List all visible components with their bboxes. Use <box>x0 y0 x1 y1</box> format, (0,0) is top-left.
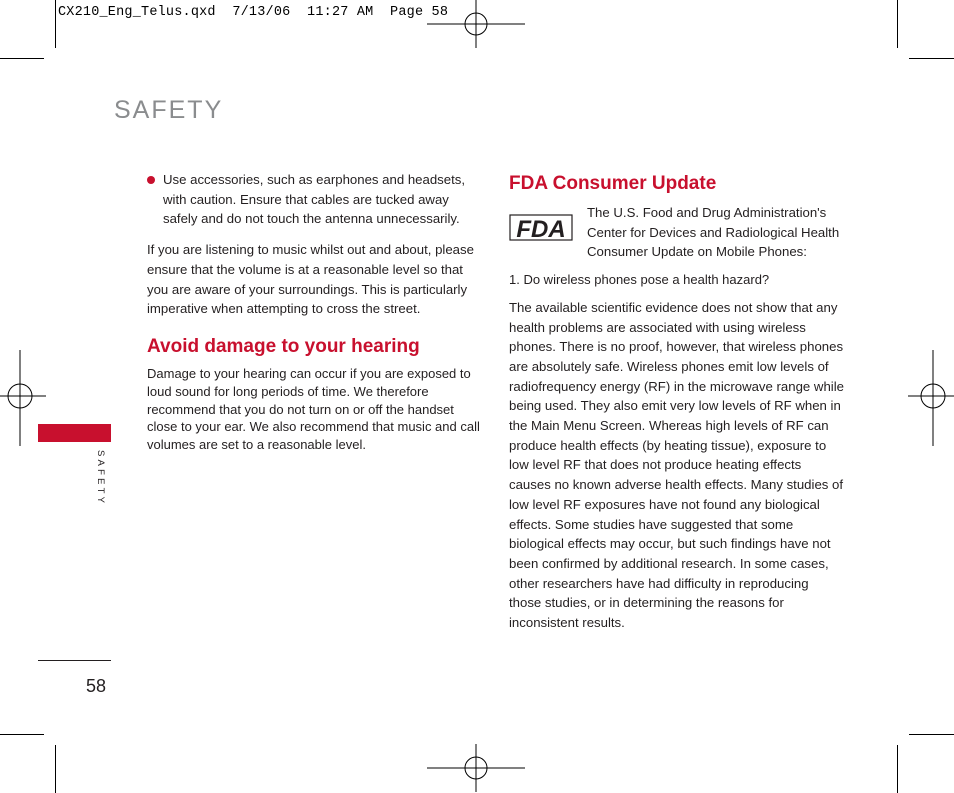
side-tab-marker <box>38 424 111 442</box>
answer-1: The available scientific evidence does not show that any health problems are associated with using wireless phones. There is no proof, however, that wireless phones are absolutely safe. Wireless phones emit low levels of radiofrequency energy (RF) in the microwave range while being used. They also emit very low levels of RF when in the Main Menu Screen. Whereas high levels of RF can produce health effects (by heating tissue), exposure to low level RF that does not produce heating effects causes no known adverse health effects. Many studies of low level RF exposures have not found any biological effects. Some studies have suggested that some biological effects may occur, but such findings have not been confirmed by additional research. In some cases, other researchers have had difficulty in reproducing those studies, or in determining the reasons for inconsistent results. <box>509 299 844 631</box>
crop-mark <box>0 734 44 735</box>
crop-mark <box>909 58 954 59</box>
fda-logo-text: FDA <box>516 216 566 243</box>
crop-mark <box>55 745 56 793</box>
bullet-dot-icon <box>147 176 155 184</box>
fda-intro: The U.S. Food and Drug Administration's Center for Devices and Radiological Health Consumer Update on Mobile Phones: <box>587 205 840 260</box>
slug-line: CX210_Eng_Telus.qxd 7/13/06 11:27 AM Page 58 <box>58 5 449 20</box>
crop-mark <box>897 745 898 793</box>
footer-rule <box>38 660 111 661</box>
page-title: SAFETY <box>114 96 224 124</box>
fda-intro-row <box>509 203 844 262</box>
registration-mark-icon <box>427 0 525 48</box>
question-1: 1. Do wireless phones pose a health hazard? <box>509 272 770 288</box>
side-tab-label: SAFETY <box>95 450 106 507</box>
fda-logo <box>509 203 587 262</box>
crop-mark <box>897 0 898 48</box>
left-column <box>147 170 482 454</box>
bullet-item <box>147 170 482 229</box>
fda-heading: FDA Consumer Update <box>509 173 717 194</box>
music-paragraph: If you are listening to music whilst out and about, please ensure that the volume is at a reasonable level so that you are aware of your surroundings. This is particularly imperative when attempting to cross the street. <box>147 242 474 317</box>
bullet-text: Use accessories, such as earphones and headsets, with caution. Ensure that cables are tucked away safely and do not touch the antenna unnecessarily. <box>163 172 466 227</box>
hearing-heading: Avoid damage to your hearing <box>147 335 420 357</box>
crop-mark <box>0 58 44 59</box>
crop-mark <box>55 0 56 48</box>
fda-logo-icon <box>509 213 573 243</box>
crop-mark <box>909 734 954 735</box>
hearing-paragraph: Damage to your hearing can occur if you are exposed to loud sound for long periods of time. We therefore recommend that you do not turn on or off the handset close to your ear. We also recommend that music and call volumes are set to a reasonable level. <box>147 365 480 453</box>
registration-mark-icon <box>427 744 525 792</box>
page-number: 58 <box>86 676 107 696</box>
registration-mark-icon <box>908 350 954 446</box>
right-column <box>509 172 844 633</box>
